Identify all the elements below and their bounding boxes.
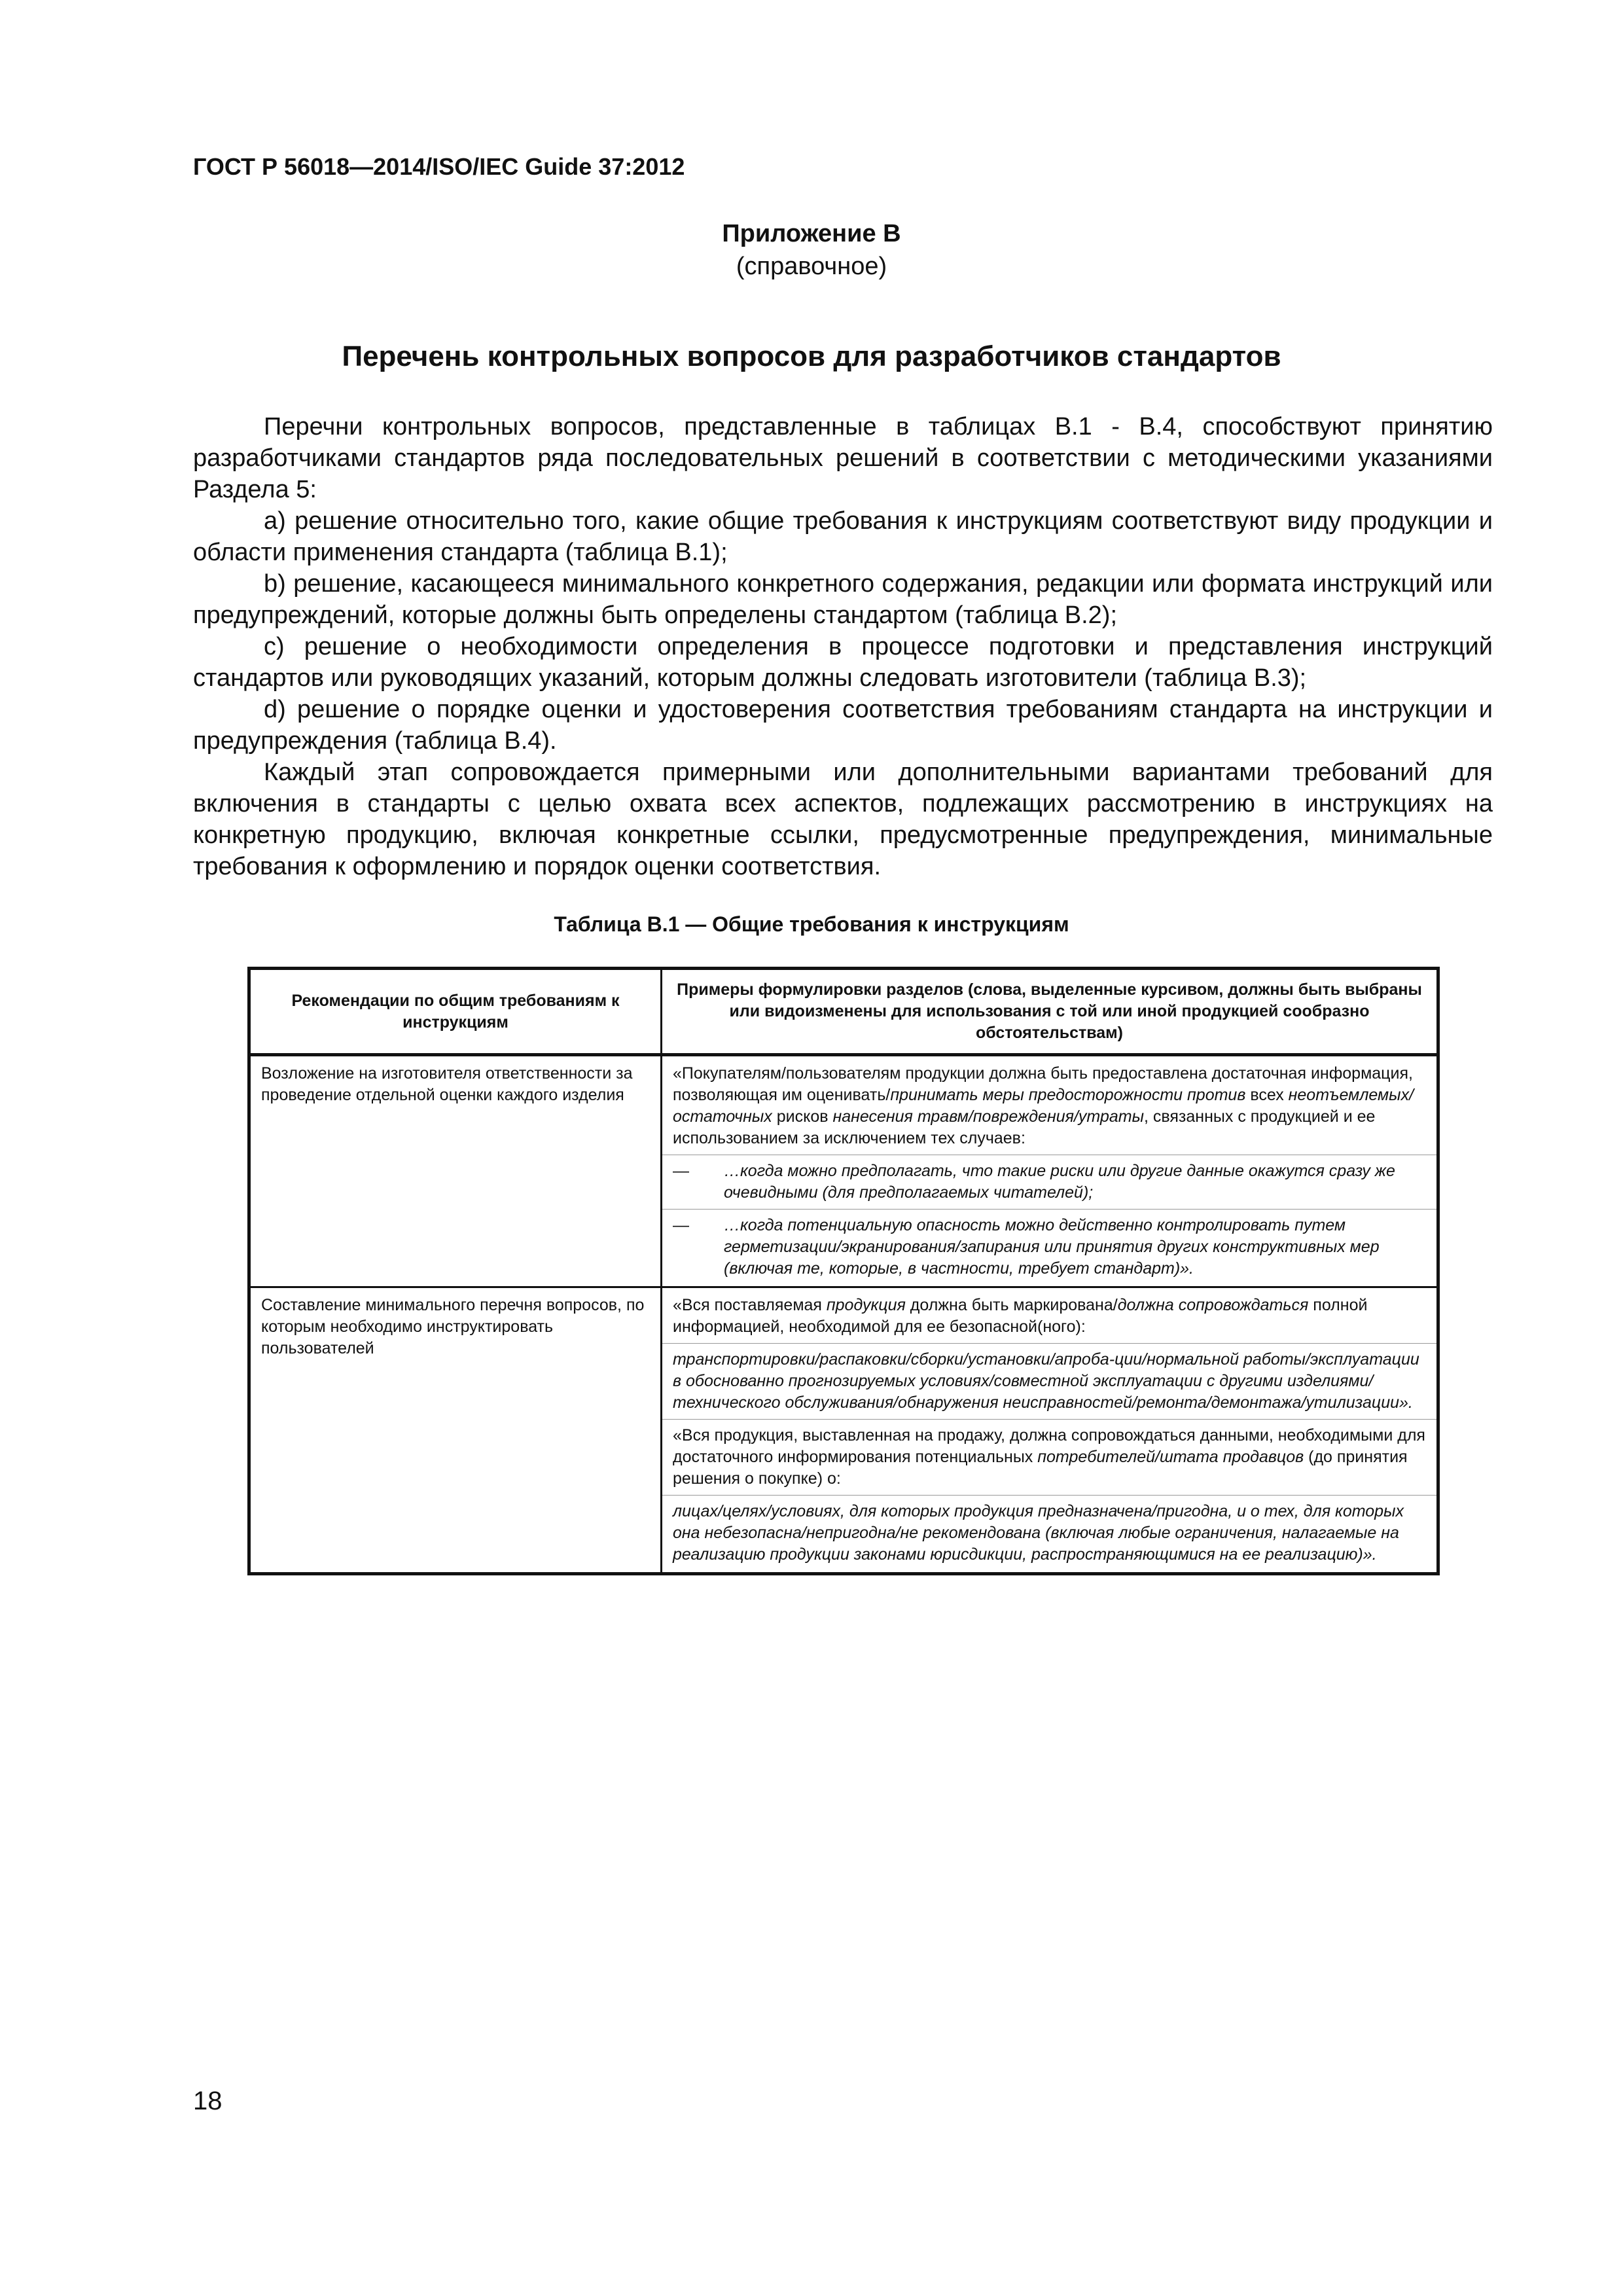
table-row <box>249 1287 1438 1574</box>
header-examples: Примеры формулировки разделов (слова, выделенные курсивом, должны быть выбраны или видоизменены для использования с той или иной продукцией сообразно обстоятельствам) <box>662 969 1438 1055</box>
list-item <box>673 1160 1426 1204</box>
table-caption: Таблица В.1 — Общие требования к инструкциям <box>554 912 1069 936</box>
example-paragraph: «Вся продукция, выставленная на продажу, должна сопровождаться данными, необходимыми для достаточного информирования потенциальных потребителей/штата продавцов (до принятия решения о покупке) о: <box>673 1426 1425 1488</box>
cell-divider <box>662 1209 1436 1210</box>
body-text <box>193 411 1493 882</box>
table-header-row <box>249 969 1438 1055</box>
dash-marker: — <box>673 1216 689 1234</box>
section-title: Перечень контрольных вопросов для разработчиков стандартов <box>342 340 1281 372</box>
header-recommendations: Рекомендации по общим требованиям к инструкциям <box>249 969 662 1055</box>
cell-divider <box>662 1495 1436 1496</box>
appendix-heading <box>0 217 1623 283</box>
paragraph-intro: Перечни контрольных вопросов, представленные в таблицах В.1 - В.4, способствуют принятию разработчиками стандартов ряда последовательных решений в соответствии с методическими указаниями Раздела 5: <box>193 413 1493 503</box>
paragraph-item-d: d) решение о порядке оценки и удостоверения соответствия требованиям стандарта на инструкции и предупреждения (таблица В.4). <box>193 696 1493 755</box>
cell-divider <box>662 1419 1436 1420</box>
row-recommendation: Возложение на изготовителя ответственности за проведение отдельной оценки каждого изделия <box>249 1055 662 1287</box>
row-recommendation: Составление минимального перечня вопросов, по которым необходимо инструктировать пользователей <box>249 1287 662 1574</box>
list-item-text: …когда можно предполагать, что такие риски или другие данные окажутся сразу же очевидными (для предполагаемых читателей); <box>724 1162 1395 1202</box>
list-item <box>673 1215 1426 1280</box>
paragraph-item-a: а) решение относительно того, какие общие требования к инструкциям соответствуют виду продукции и области применения стандарта (таблица В.1); <box>193 507 1493 566</box>
dash-marker: — <box>673 1162 689 1180</box>
row-examples <box>662 1055 1438 1287</box>
paragraph-item-b: b) решение, касающееся минимального конкретного содержания, редакции или формата инструкций или предупреждений, которые должны быть определены стандартом (таблица В.2); <box>193 570 1493 629</box>
example-paragraph: «Покупателям/пользователям продукции должна быть предоставлена достаточная информация, позволяющая им оценивать/принимать меры предосторожности против всех неотъемлемых/остаточных рисков нанесения травм/повреждения/утраты, связанных с продукцией и ее использованием за исключением тех случаев: <box>673 1064 1414 1147</box>
document-header: ГОСТ Р 56018—2014/ISO/IEC Guide 37:2012 <box>193 153 685 180</box>
appendix-title: Приложение В <box>722 220 901 247</box>
cell-divider <box>662 1343 1436 1344</box>
requirements-table <box>247 967 1440 1575</box>
row-examples <box>662 1287 1438 1574</box>
paragraph-summary: Каждый этап сопровождается примерными или дополнительными вариантами требований для включения в стандарты с целью охвата всех аспектов, подлежащих рассмотрению в инструкциях на конкретную продукцию, включая конкретные ссылки, предусмотренные предупреждения, минимальные требования к оформлению и порядок оценки соответствия. <box>193 759 1493 880</box>
paragraph-item-c: с) решение о необходимости определения в процессе подготовки и представления инструкций стандартов или руководящих указаний, которым должны следовать изготовители (таблица В.3); <box>193 633 1493 692</box>
appendix-subtitle: (справочное) <box>736 253 887 280</box>
example-paragraph: лицах/целях/условиях, для которых продукция предназначена/пригодна, и о тех, для которых она небезопасна/непригодна/не рекомендована (включая любые ограничения, налагаемые на реализацию продукции законами юрисдикции, распространяющимися на ее реализацию)». <box>673 1502 1404 1564</box>
example-paragraph: транспортировки/распаковки/сборки/установки/апроба-ции/нормальной работы/эксплуатации в обоснованно прогнозируемых условиях/совместной эксплуатации с другими изделиями/технического обслуживания/обнаружения неисправностей/ремонта/демонтажа/утилизации». <box>673 1350 1419 1412</box>
page-number: 18 <box>193 2087 223 2115</box>
list-item-text: …когда потенциальную опасность можно действенно контролировать путем герметизации/экранирования/запирания или принятия других конструктивных мер (включая те, которые, в частности, требует стандарт)». <box>724 1216 1380 1278</box>
example-paragraph: «Вся поставляемая продукция должна быть маркирована/должна сопровождаться полной информацией, необходимой для ее безопасной(ного): <box>673 1296 1368 1336</box>
table-row <box>249 1055 1438 1287</box>
